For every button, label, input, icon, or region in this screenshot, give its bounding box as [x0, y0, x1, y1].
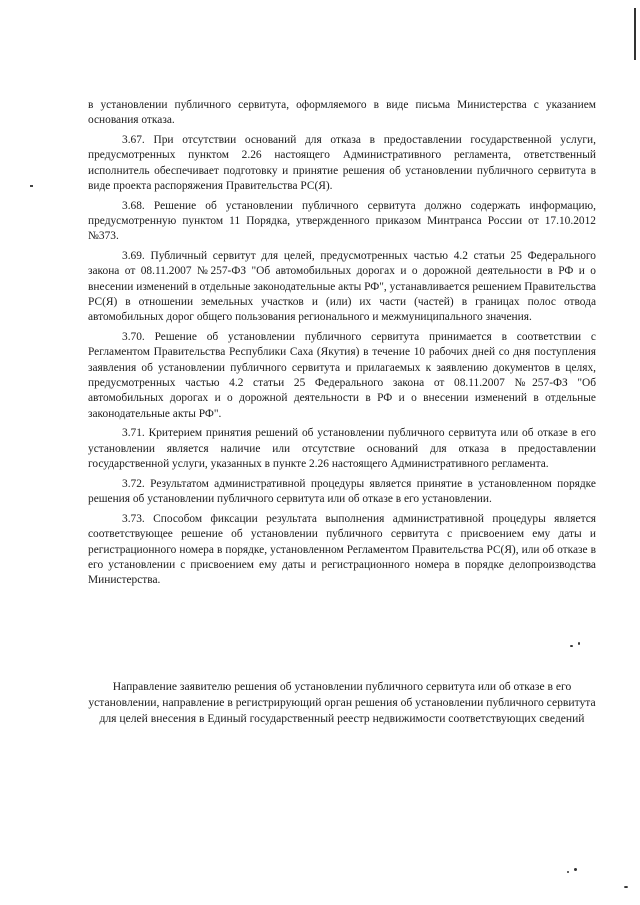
scan-speck: [624, 886, 628, 888]
paragraph-3-71: 3.71. Критерием принятия решений об установлении публичного сервитута или об отказе в его установлении является наличие или отсутствие оснований для отказа в предоставлении государственной услуги, указанных в пункте 2.26 настоящего Административного регламента.: [88, 427, 596, 471]
scan-edge-mark: [634, 8, 636, 60]
section-heading: Направление заявителю решения об установлении публичного сервитута или об отказе в его установлении, направление в регистрирующий орган решения об установлении публичного сервитута для целей внесения в Единый государственный реестр недвижимости соответствующих сведений: [88, 680, 596, 725]
paragraph-3-73: 3.73. Способом фиксации результата выполнения административной процедуры является соответствующее решение об установлении публичного сервитута с присвоением ему даты и регистрационного номера в порядке, установленном Регламентом Правительства РС(Я), или об отказе в его установлении с присвоением ему даты и регистрационного номера в порядке делопроизводства Министерства.: [88, 512, 596, 587]
paragraph-3-69: 3.69. Публичный сервитут для целей, предусмотренных частью 4.2 статьи 25 Федерального закона от 08.11.2007 №257-ФЗ "Об автомобильных дорогах и о дорожной деятельности в РФ и о внесении изменений в отдельные законодательные акты РФ", устанавливается решением Правительства РС(Я) в отношении земельных участков и (или) их части (частей) в границах полос отвода автомобильных дорог общего пользования регионального и межмуниципального значения.: [88, 250, 596, 324]
scan-speck: [574, 868, 577, 871]
paragraph-continuation: в установлении публичного сервитута, оформляемого в виде письма Министерства с указанием основания отказа.: [88, 99, 596, 127]
body-text: [88, 98, 596, 593]
paragraph-3-72: 3.72. Результатом административной процедуры является принятие в установленном порядке решения об установлении публичного сервитута или об отказе в его установлении.: [88, 477, 596, 506]
scan-speck: [578, 642, 580, 645]
scan-dash-mark: [30, 185, 33, 187]
paragraph-3-70: 3.70. Решение об установлении публичного сервитута принимается в соответствии с Регламентом Правительства Республики Саха (Якутия) в течение 10 рабочих дней со дня поступления заявления об установлении публичного сервитута и прилагаемых к заявлению документов в целях, предусмотренных частью 4.2 статьи 25 Федерального закона от 08.11.2007 №257-ФЗ "Об автомобильных дорогах и о дорожной деятельности в РФ и о внесении изменений в отдельные законодательные акты РФ".: [88, 331, 596, 420]
scan-speck: [570, 645, 573, 647]
paragraph-3-68: 3.68. Решение об установлении публичного сервитута должно содержать информацию, предусмотренную пунктом 11 Порядка, утвержденного приказом Минтранса России от 17.10.2012 №373.: [88, 199, 596, 243]
scan-speck: [567, 871, 569, 873]
paragraph-3-67: 3.67. При отсутствии оснований для отказа в предоставлении государственной услуги, предусмотренных пунктом 2.26 настоящего Административного регламента, ответственный исполнитель обеспечивает подготовку и принятие решения об установлении публичного сервитута в виде проекта распоряжения Правительства РС(Я).: [88, 134, 596, 192]
